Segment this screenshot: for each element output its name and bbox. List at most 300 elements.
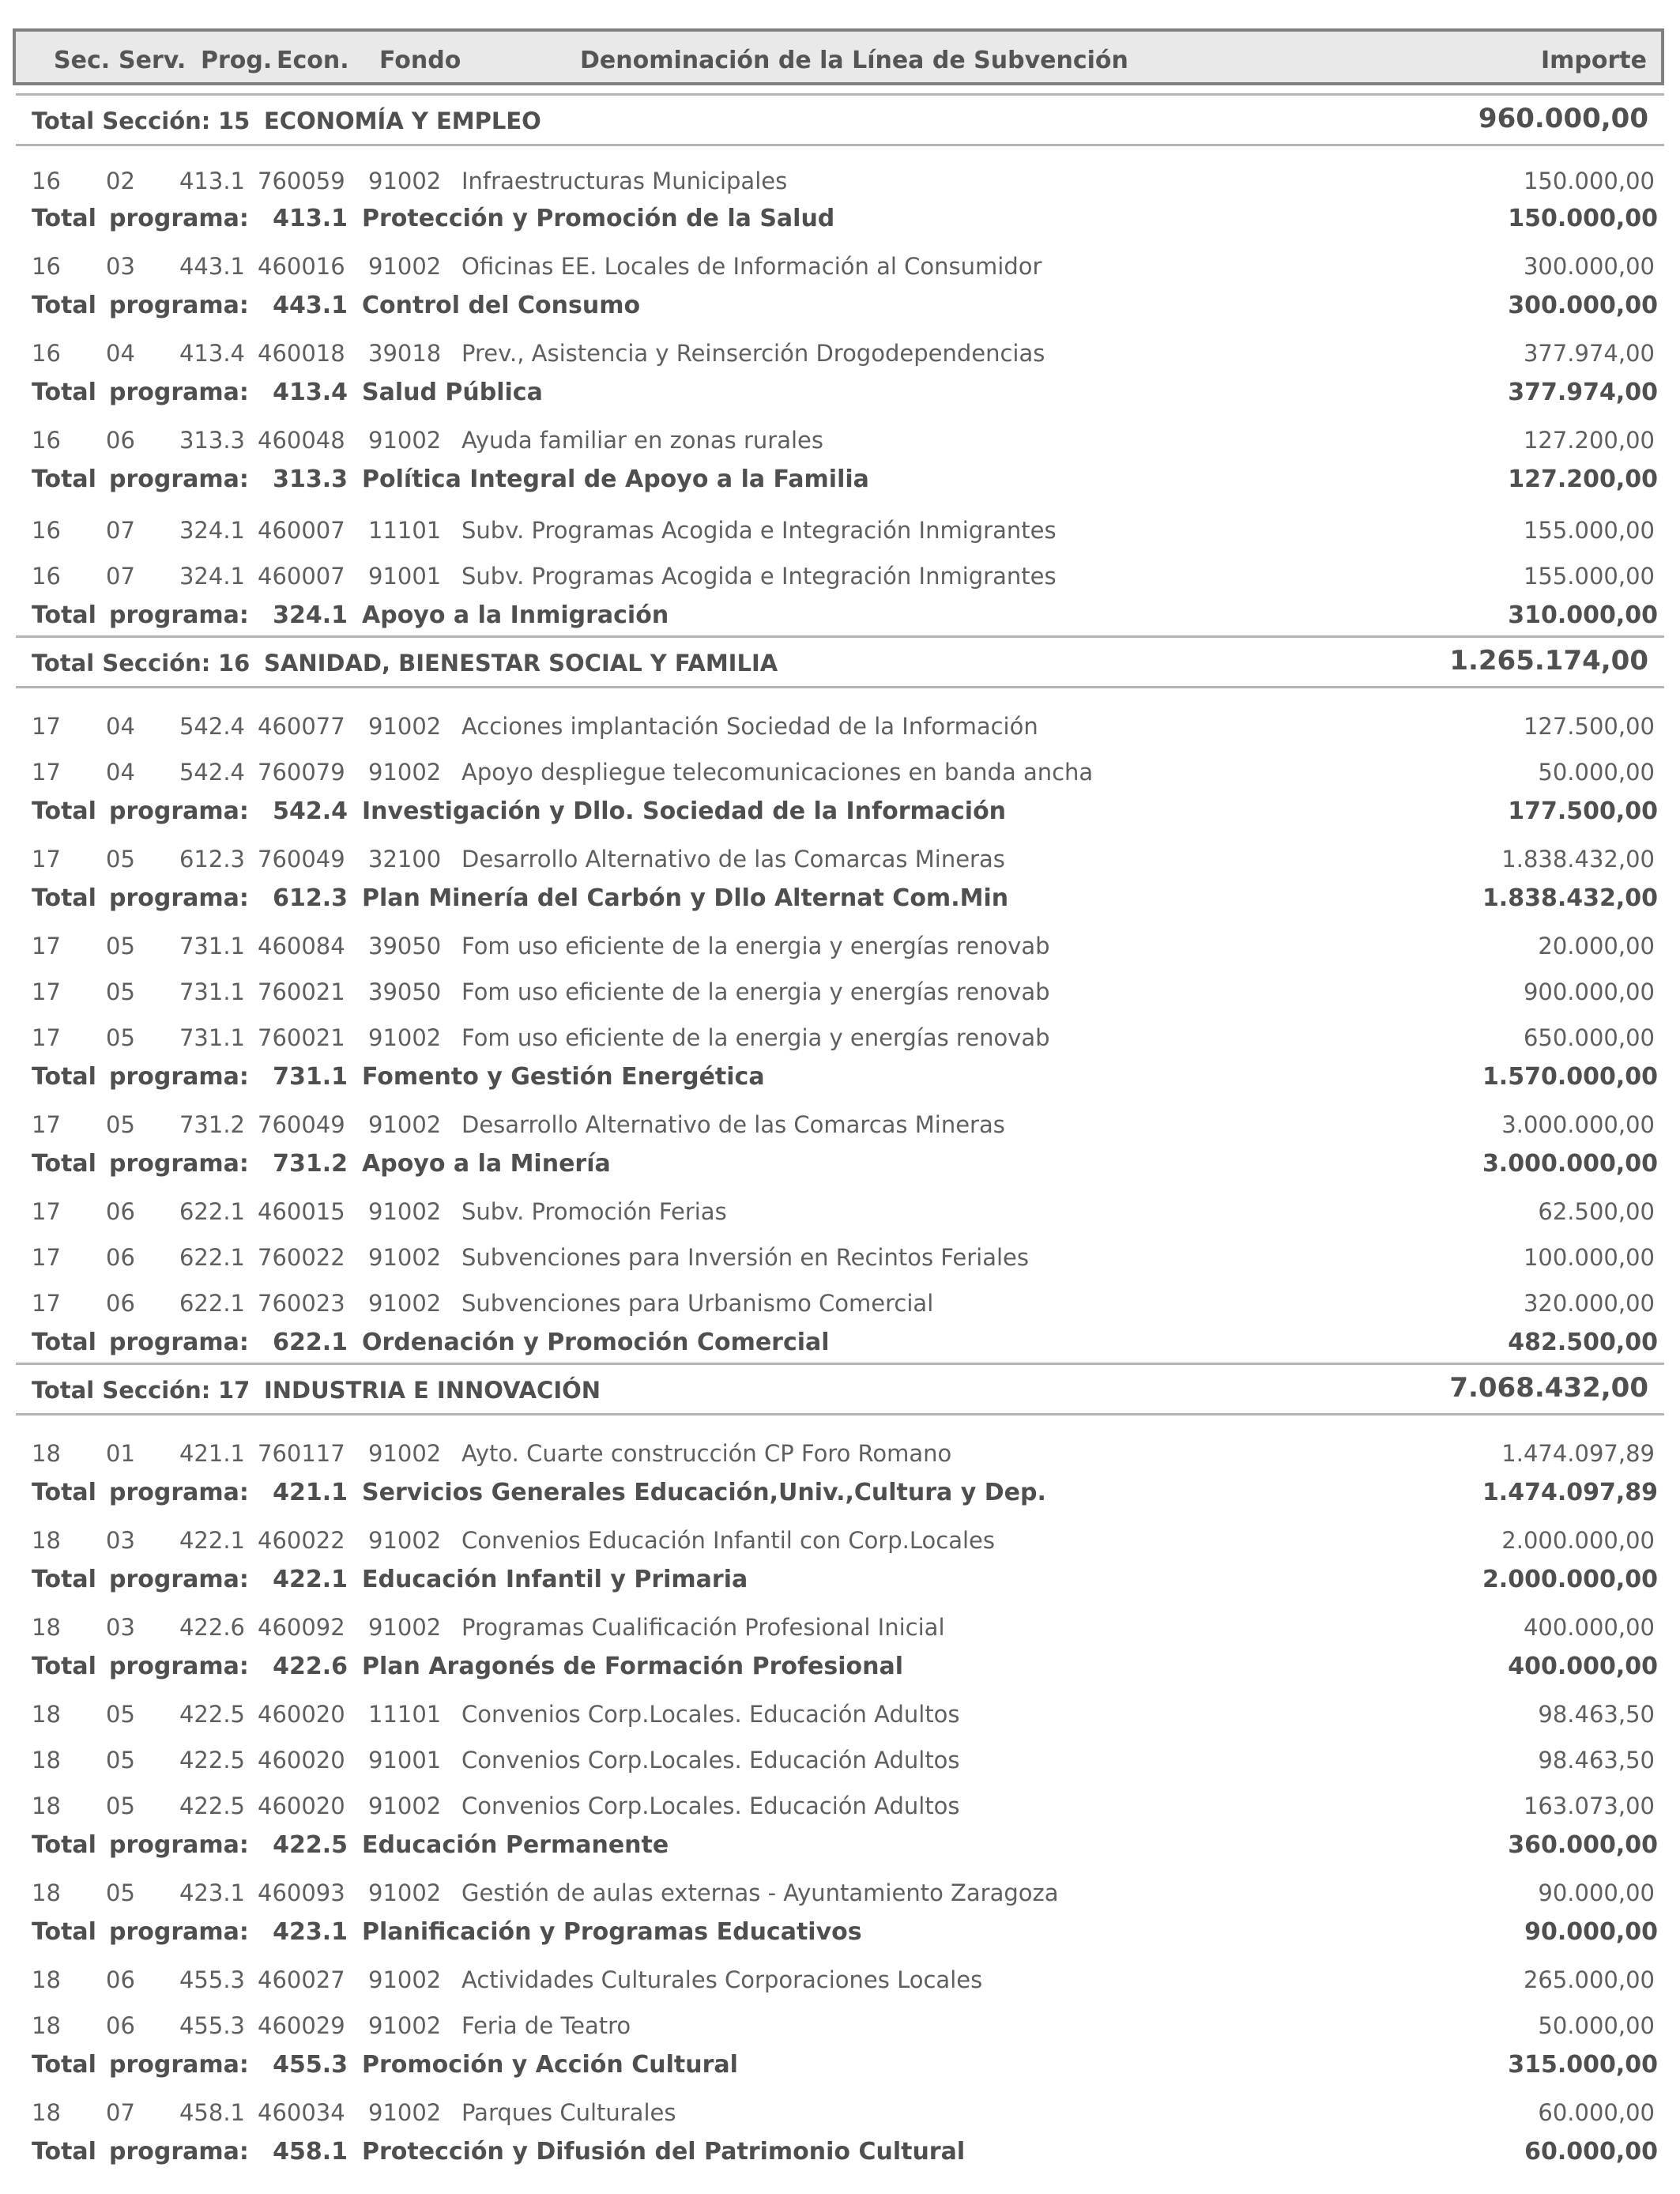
- cell-amount: 377.974,00: [1523, 340, 1655, 367]
- cell-description: Gestión de aulas externas - Ayuntamiento Zaragoza: [461, 1879, 1059, 1906]
- total-label: Total: [32, 205, 96, 232]
- total-prog: 423.1: [273, 1918, 348, 1946]
- cell-sec: 18: [32, 2099, 61, 2126]
- cell-econ: 460077: [258, 713, 345, 740]
- cell-serv: 01: [106, 1440, 135, 1467]
- table-row: [0, 1435, 1680, 1470]
- total-label: Total: [32, 1329, 96, 1356]
- cell-sec: 16: [32, 517, 61, 544]
- cell-prog: 413.4: [179, 340, 245, 367]
- program-name: Servicios Generales Educación,Univ.,Cultura y Dep.: [362, 1479, 1046, 1506]
- cell-fondo: 91002: [368, 713, 442, 740]
- cell-sec: 18: [32, 1879, 61, 1906]
- program-name: Apoyo a la Inmigración: [362, 601, 669, 629]
- total-amount: 177.500,00: [1508, 797, 1658, 825]
- cell-description: Actividades Culturales Corporaciones Locales: [461, 1966, 983, 1993]
- cell-amount: 50.000,00: [1538, 2012, 1655, 2039]
- section-number: 15: [218, 107, 250, 134]
- cell-sec: 17: [32, 759, 61, 786]
- cell-sec: 17: [32, 846, 61, 873]
- program-total-row: [0, 598, 1680, 632]
- total-amount: 1.474.097,89: [1482, 1479, 1658, 1506]
- table-row: [0, 928, 1680, 963]
- section-divider: [16, 144, 1664, 146]
- cell-prog: 443.1: [179, 253, 245, 280]
- table-row: [0, 248, 1680, 283]
- cell-amount: 90.000,00: [1538, 1879, 1655, 1906]
- cell-sec: 18: [32, 1701, 61, 1728]
- cell-amount: 320.000,00: [1523, 1290, 1655, 1317]
- total-prog: 413.4: [273, 379, 348, 406]
- programa-label: programa:: [109, 797, 249, 825]
- table-header: [13, 28, 1664, 85]
- cell-serv: 06: [106, 1198, 135, 1225]
- total-label: Total: [32, 884, 96, 912]
- cell-amount: 62.500,00: [1538, 1198, 1655, 1225]
- program-name: Plan Minería del Carbón y Dllo Alternat Com.Min: [362, 884, 1009, 912]
- table-row: [0, 1962, 1680, 1996]
- cell-serv: 04: [106, 713, 135, 740]
- program-name: Protección y Promoción de la Salud: [362, 205, 835, 232]
- cell-prog: 413.1: [179, 168, 245, 194]
- cell-prog: 422.5: [179, 1747, 245, 1774]
- cell-prog: 423.1: [179, 1879, 245, 1906]
- cell-econ: 460048: [258, 427, 345, 454]
- cell-econ: 460015: [258, 1198, 345, 1225]
- cell-econ: 460029: [258, 2012, 345, 2039]
- cell-serv: 05: [106, 846, 135, 873]
- cell-amount: 2.000.000,00: [1501, 1527, 1655, 1554]
- total-label: Total: [32, 379, 96, 406]
- cell-econ: 760023: [258, 1290, 345, 1317]
- cell-serv: 07: [106, 2099, 135, 2126]
- cell-description: Ayto. Cuarte construcción CP Foro Romano: [461, 1440, 952, 1467]
- cell-prog: 422.5: [179, 1701, 245, 1728]
- cell-serv: 06: [106, 2012, 135, 2039]
- cell-prog: 421.1: [179, 1440, 245, 1467]
- programa-label: programa:: [109, 466, 249, 493]
- programa-label: programa:: [109, 2138, 249, 2166]
- cell-sec: 18: [32, 1793, 61, 1819]
- cell-serv: 05: [106, 1879, 135, 1906]
- cell-amount: 98.463,50: [1538, 1701, 1655, 1728]
- cell-amount: 265.000,00: [1523, 1966, 1655, 1993]
- section-amount: 960.000,00: [1478, 103, 1648, 134]
- cell-amount: 150.000,00: [1523, 168, 1655, 194]
- total-amount: 60.000,00: [1524, 2138, 1658, 2166]
- section-number: 17: [218, 1377, 250, 1404]
- program-total-row: [0, 462, 1680, 496]
- cell-prog: 313.3: [179, 427, 245, 454]
- cell-sec: 16: [32, 427, 61, 454]
- cell-fondo: 91002: [368, 2012, 442, 2039]
- cell-serv: 07: [106, 517, 135, 544]
- total-label: Total: [32, 1918, 96, 1946]
- cell-econ: 460020: [258, 1793, 345, 1819]
- cell-description: Fom uso eficiente de la energia y energías renovab: [461, 933, 1050, 959]
- total-label: Total: [32, 601, 96, 629]
- cell-description: Subv. Promoción Ferias: [461, 1198, 727, 1225]
- cell-description: Convenios Educación Infantil con Corp.Locales: [461, 1527, 995, 1554]
- cell-description: Oficinas EE. Locales de Información al Consumidor: [461, 253, 1042, 280]
- cell-description: Convenios Corp.Locales. Educación Adultos: [461, 1747, 960, 1774]
- program-total-row: [0, 1475, 1680, 1510]
- total-prog: 422.5: [273, 1831, 348, 1859]
- section-name: SANIDAD, BIENESTAR SOCIAL Y FAMILIA: [264, 650, 778, 677]
- total-amount: 2.000.000,00: [1482, 1566, 1658, 1593]
- cell-econ: 460007: [258, 517, 345, 544]
- cell-fondo: 11101: [368, 1701, 442, 1728]
- program-name: Salud Pública: [362, 379, 543, 406]
- program-total-row: [0, 1827, 1680, 1862]
- cell-description: Programas Cualificación Profesional Inicial: [461, 1614, 945, 1641]
- total-prog: 542.4: [273, 797, 348, 825]
- table-row: [0, 1609, 1680, 1644]
- header-denominacion: Denominación de la Línea de Subvención: [580, 47, 1128, 74]
- total-prog: 413.1: [273, 205, 348, 232]
- cell-serv: 05: [106, 1701, 135, 1728]
- program-name: Promoción y Acción Cultural: [362, 2051, 738, 2079]
- table-row: [0, 1696, 1680, 1731]
- program-total-row: [0, 2047, 1680, 2082]
- cell-sec: 17: [32, 1111, 61, 1138]
- section-total-row: [0, 1372, 1680, 1407]
- program-name: Política Integral de Apoyo a la Familia: [362, 466, 869, 493]
- cell-amount: 100.000,00: [1523, 1244, 1655, 1271]
- cell-serv: 04: [106, 340, 135, 367]
- cell-sec: 18: [32, 1747, 61, 1774]
- cell-amount: 127.200,00: [1523, 427, 1655, 454]
- table-row: [0, 974, 1680, 1008]
- cell-amount: 650.000,00: [1523, 1024, 1655, 1051]
- cell-serv: 03: [106, 1614, 135, 1641]
- cell-prog: 422.6: [179, 1614, 245, 1641]
- cell-prog: 622.1: [179, 1244, 245, 1271]
- total-label: Total: [32, 1653, 96, 1680]
- program-total-row: [0, 2134, 1680, 2169]
- cell-econ: 460093: [258, 1879, 345, 1906]
- cell-prog: 458.1: [179, 2099, 245, 2126]
- total-prog: 731.1: [273, 1063, 348, 1091]
- program-name: Protección y Difusión del Patrimonio Cultural: [362, 2138, 966, 2166]
- cell-econ: 760022: [258, 1244, 345, 1271]
- table-row: [0, 1239, 1680, 1274]
- total-amount: 315.000,00: [1508, 2051, 1658, 2079]
- section-divider: [16, 1363, 1664, 1365]
- section-divider: [16, 93, 1664, 96]
- programa-label: programa:: [109, 1063, 249, 1091]
- cell-sec: 17: [32, 1198, 61, 1225]
- cell-prog: 731.2: [179, 1111, 245, 1138]
- cell-econ: 460016: [258, 253, 345, 280]
- header-serv: Serv.: [119, 47, 186, 74]
- total-prog: 324.1: [273, 601, 348, 629]
- cell-prog: 542.4: [179, 759, 245, 786]
- section-label: Total Sección:: [32, 650, 211, 677]
- total-amount: 1.570.000,00: [1482, 1063, 1658, 1091]
- programa-label: programa:: [109, 1831, 249, 1859]
- table-row: [0, 1285, 1680, 1320]
- cell-econ: 760117: [258, 1440, 345, 1467]
- cell-description: Fom uso eficiente de la energia y energías renovab: [461, 1024, 1050, 1051]
- total-amount: 310.000,00: [1508, 601, 1658, 629]
- program-name: Fomento y Gestión Energética: [362, 1063, 765, 1091]
- cell-amount: 98.463,50: [1538, 1747, 1655, 1774]
- cell-econ: 460084: [258, 933, 345, 959]
- cell-fondo: 91002: [368, 168, 442, 194]
- cell-description: Desarrollo Alternativo de las Comarcas Mineras: [461, 1111, 1005, 1138]
- program-name: Investigación y Dllo. Sociedad de la Información: [362, 797, 1007, 825]
- cell-fondo: 91002: [368, 1244, 442, 1271]
- program-name: Ordenación y Promoción Comercial: [362, 1329, 830, 1356]
- programa-label: programa:: [109, 1653, 249, 1680]
- total-prog: 443.1: [273, 292, 348, 319]
- total-label: Total: [32, 1566, 96, 1593]
- table-row: [0, 512, 1680, 547]
- cell-prog: 455.3: [179, 1966, 245, 1993]
- total-prog: 455.3: [273, 2051, 348, 2079]
- section-amount: 1.265.174,00: [1449, 645, 1648, 677]
- programa-label: programa:: [109, 1479, 249, 1506]
- programa-label: programa:: [109, 1566, 249, 1593]
- cell-serv: 06: [106, 427, 135, 454]
- cell-prog: 324.1: [179, 563, 245, 590]
- header-fondo: Fondo: [379, 47, 461, 74]
- cell-econ: 760059: [258, 168, 345, 194]
- cell-description: Subv. Programas Acogida e Integración Inmigrantes: [461, 517, 1057, 544]
- table-row: [0, 1788, 1680, 1823]
- cell-serv: 05: [106, 1747, 135, 1774]
- cell-econ: 760021: [258, 1024, 345, 1051]
- program-total-row: [0, 1562, 1680, 1596]
- cell-sec: 18: [32, 1440, 61, 1467]
- cell-fondo: 91002: [368, 759, 442, 786]
- cell-prog: 542.4: [179, 713, 245, 740]
- cell-fondo: 39050: [368, 933, 442, 959]
- table-row: [0, 422, 1680, 457]
- cell-fondo: 91002: [368, 1440, 442, 1467]
- cell-amount: 50.000,00: [1538, 759, 1655, 786]
- cell-econ: 760049: [258, 1111, 345, 1138]
- program-name: Plan Aragonés de Formación Profesional: [362, 1653, 904, 1680]
- cell-amount: 1.838.432,00: [1501, 846, 1655, 873]
- cell-fondo: 91002: [368, 1527, 442, 1554]
- total-amount: 360.000,00: [1508, 1831, 1658, 1859]
- cell-fondo: 91002: [368, 1793, 442, 1819]
- cell-amount: 20.000,00: [1538, 933, 1655, 959]
- program-total-row: [0, 1059, 1680, 1094]
- table-row: [0, 1193, 1680, 1228]
- table-row: [0, 1522, 1680, 1557]
- cell-serv: 05: [106, 978, 135, 1005]
- total-prog: 422.6: [273, 1653, 348, 1680]
- total-label: Total: [32, 1831, 96, 1859]
- cell-serv: 07: [106, 563, 135, 590]
- total-prog: 612.3: [273, 884, 348, 912]
- program-name: Control del Consumo: [362, 292, 641, 319]
- cell-fondo: 39018: [368, 340, 442, 367]
- header-prog: Prog.: [201, 47, 273, 74]
- total-amount: 377.974,00: [1508, 379, 1658, 406]
- table-row: [0, 2007, 1680, 2042]
- cell-serv: 05: [106, 933, 135, 959]
- cell-sec: 17: [32, 1290, 61, 1317]
- cell-sec: 17: [32, 713, 61, 740]
- total-prog: 458.1: [273, 2138, 348, 2166]
- cell-amount: 155.000,00: [1523, 563, 1655, 590]
- section-amount: 7.068.432,00: [1449, 1372, 1648, 1404]
- programa-label: programa:: [109, 1329, 249, 1356]
- cell-amount: 1.474.097,89: [1501, 1440, 1655, 1467]
- cell-fondo: 32100: [368, 846, 442, 873]
- total-amount: 90.000,00: [1524, 1918, 1658, 1946]
- header-sec: Sec.: [54, 47, 111, 74]
- section-total-row: [0, 103, 1680, 138]
- total-prog: 422.1: [273, 1566, 348, 1593]
- total-amount: 3.000.000,00: [1482, 1150, 1658, 1178]
- program-total-row: [0, 1914, 1680, 1949]
- program-name: Apoyo a la Minería: [362, 1150, 611, 1178]
- cell-sec: 17: [32, 978, 61, 1005]
- cell-serv: 05: [106, 1024, 135, 1051]
- cell-fondo: 91002: [368, 427, 442, 454]
- programa-label: programa:: [109, 884, 249, 912]
- cell-fondo: 11101: [368, 517, 442, 544]
- cell-serv: 05: [106, 1793, 135, 1819]
- cell-description: Acciones implantación Sociedad de la Información: [461, 713, 1038, 740]
- cell-description: Convenios Corp.Locales. Educación Adultos: [461, 1701, 960, 1728]
- total-label: Total: [32, 1150, 96, 1178]
- cell-description: Feria de Teatro: [461, 2012, 631, 2039]
- cell-prog: 612.3: [179, 846, 245, 873]
- programa-label: programa:: [109, 292, 249, 319]
- table-row: [0, 754, 1680, 789]
- total-prog: 421.1: [273, 1479, 348, 1506]
- cell-amount: 127.500,00: [1523, 713, 1655, 740]
- cell-sec: 18: [32, 1527, 61, 1554]
- cell-description: Ayuda familiar en zonas rurales: [461, 427, 824, 454]
- total-label: Total: [32, 1063, 96, 1091]
- table-row: [0, 1742, 1680, 1777]
- total-label: Total: [32, 2051, 96, 2079]
- program-total-row: [0, 201, 1680, 236]
- section-name: INDUSTRIA E INNOVACIÓN: [264, 1377, 601, 1404]
- cell-amount: 163.073,00: [1523, 1793, 1655, 1819]
- total-amount: 1.838.432,00: [1482, 884, 1658, 912]
- cell-fondo: 91002: [368, 2099, 442, 2126]
- cell-amount: 155.000,00: [1523, 517, 1655, 544]
- cell-description: Subv. Programas Acogida e Integración Inmigrantes: [461, 563, 1057, 590]
- table-row: [0, 1106, 1680, 1141]
- header-importe: Importe: [1541, 47, 1647, 74]
- cell-econ: 460020: [258, 1747, 345, 1774]
- cell-prog: 422.1: [179, 1527, 245, 1554]
- cell-serv: 02: [106, 168, 135, 194]
- cell-fondo: 91002: [368, 1290, 442, 1317]
- cell-sec: 16: [32, 563, 61, 590]
- cell-sec: 18: [32, 1966, 61, 1993]
- cell-sec: 18: [32, 1614, 61, 1641]
- cell-amount: 60.000,00: [1538, 2099, 1655, 2126]
- cell-fondo: 91002: [368, 253, 442, 280]
- cell-amount: 300.000,00: [1523, 253, 1655, 280]
- cell-fondo: 91002: [368, 1111, 442, 1138]
- section-name: ECONOMÍA Y EMPLEO: [264, 107, 541, 134]
- section-divider: [16, 1413, 1664, 1416]
- total-prog: 313.3: [273, 466, 348, 493]
- cell-econ: 460020: [258, 1701, 345, 1728]
- cell-prog: 455.3: [179, 2012, 245, 2039]
- programa-label: programa:: [109, 379, 249, 406]
- total-amount: 300.000,00: [1508, 292, 1658, 319]
- cell-description: Parques Culturales: [461, 2099, 676, 2126]
- cell-serv: 06: [106, 1966, 135, 1993]
- cell-description: Prev., Asistencia y Reinserción Drogodependencias: [461, 340, 1045, 367]
- program-total-row: [0, 1325, 1680, 1359]
- table-row: [0, 558, 1680, 593]
- cell-description: Fom uso eficiente de la energia y energías renovab: [461, 978, 1050, 1005]
- program-name: Educación Permanente: [362, 1831, 669, 1859]
- cell-econ: 460034: [258, 2099, 345, 2126]
- section-number: 16: [218, 650, 250, 677]
- cell-amount: 900.000,00: [1523, 978, 1655, 1005]
- programa-label: programa:: [109, 205, 249, 232]
- cell-serv: 05: [106, 1111, 135, 1138]
- cell-econ: 760079: [258, 759, 345, 786]
- cell-sec: 16: [32, 340, 61, 367]
- cell-sec: 18: [32, 2012, 61, 2039]
- cell-description: Convenios Corp.Locales. Educación Adultos: [461, 1793, 960, 1819]
- cell-amount: 400.000,00: [1523, 1614, 1655, 1641]
- cell-prog: 622.1: [179, 1198, 245, 1225]
- cell-description: Infraestructuras Municipales: [461, 168, 788, 194]
- total-prog: 731.2: [273, 1150, 348, 1178]
- total-amount: 400.000,00: [1508, 1653, 1658, 1680]
- cell-fondo: 39050: [368, 978, 442, 1005]
- cell-prog: 622.1: [179, 1290, 245, 1317]
- cell-econ: 760049: [258, 846, 345, 873]
- total-label: Total: [32, 2138, 96, 2166]
- cell-description: Subvenciones para Urbanismo Comercial: [461, 1290, 934, 1317]
- table-row: [0, 2094, 1680, 2129]
- cell-serv: 03: [106, 1527, 135, 1554]
- section-divider: [16, 686, 1664, 688]
- cell-sec: 17: [32, 933, 61, 959]
- program-name: Educación Infantil y Primaria: [362, 1566, 748, 1593]
- section-total-row: [0, 645, 1680, 680]
- total-amount: 127.200,00: [1508, 466, 1658, 493]
- section-label: Total Sección:: [32, 1377, 211, 1404]
- total-prog: 622.1: [273, 1329, 348, 1356]
- program-total-row: [0, 375, 1680, 409]
- section-label: Total Sección:: [32, 107, 211, 134]
- table-row: [0, 163, 1680, 198]
- section-divider: [16, 635, 1664, 638]
- program-total-row: [0, 288, 1680, 322]
- cell-sec: 16: [32, 253, 61, 280]
- cell-sec: 17: [32, 1244, 61, 1271]
- table-row: [0, 1020, 1680, 1054]
- cell-prog: 731.1: [179, 1024, 245, 1051]
- table-row: [0, 841, 1680, 876]
- cell-econ: 460007: [258, 563, 345, 590]
- total-label: Total: [32, 466, 96, 493]
- cell-sec: 17: [32, 1024, 61, 1051]
- cell-description: Apoyo despliegue telecomunicaciones en banda ancha: [461, 759, 1094, 786]
- cell-description: Subvenciones para Inversión en Recintos Feriales: [461, 1244, 1029, 1271]
- cell-prog: 324.1: [179, 517, 245, 544]
- cell-prog: 731.1: [179, 978, 245, 1005]
